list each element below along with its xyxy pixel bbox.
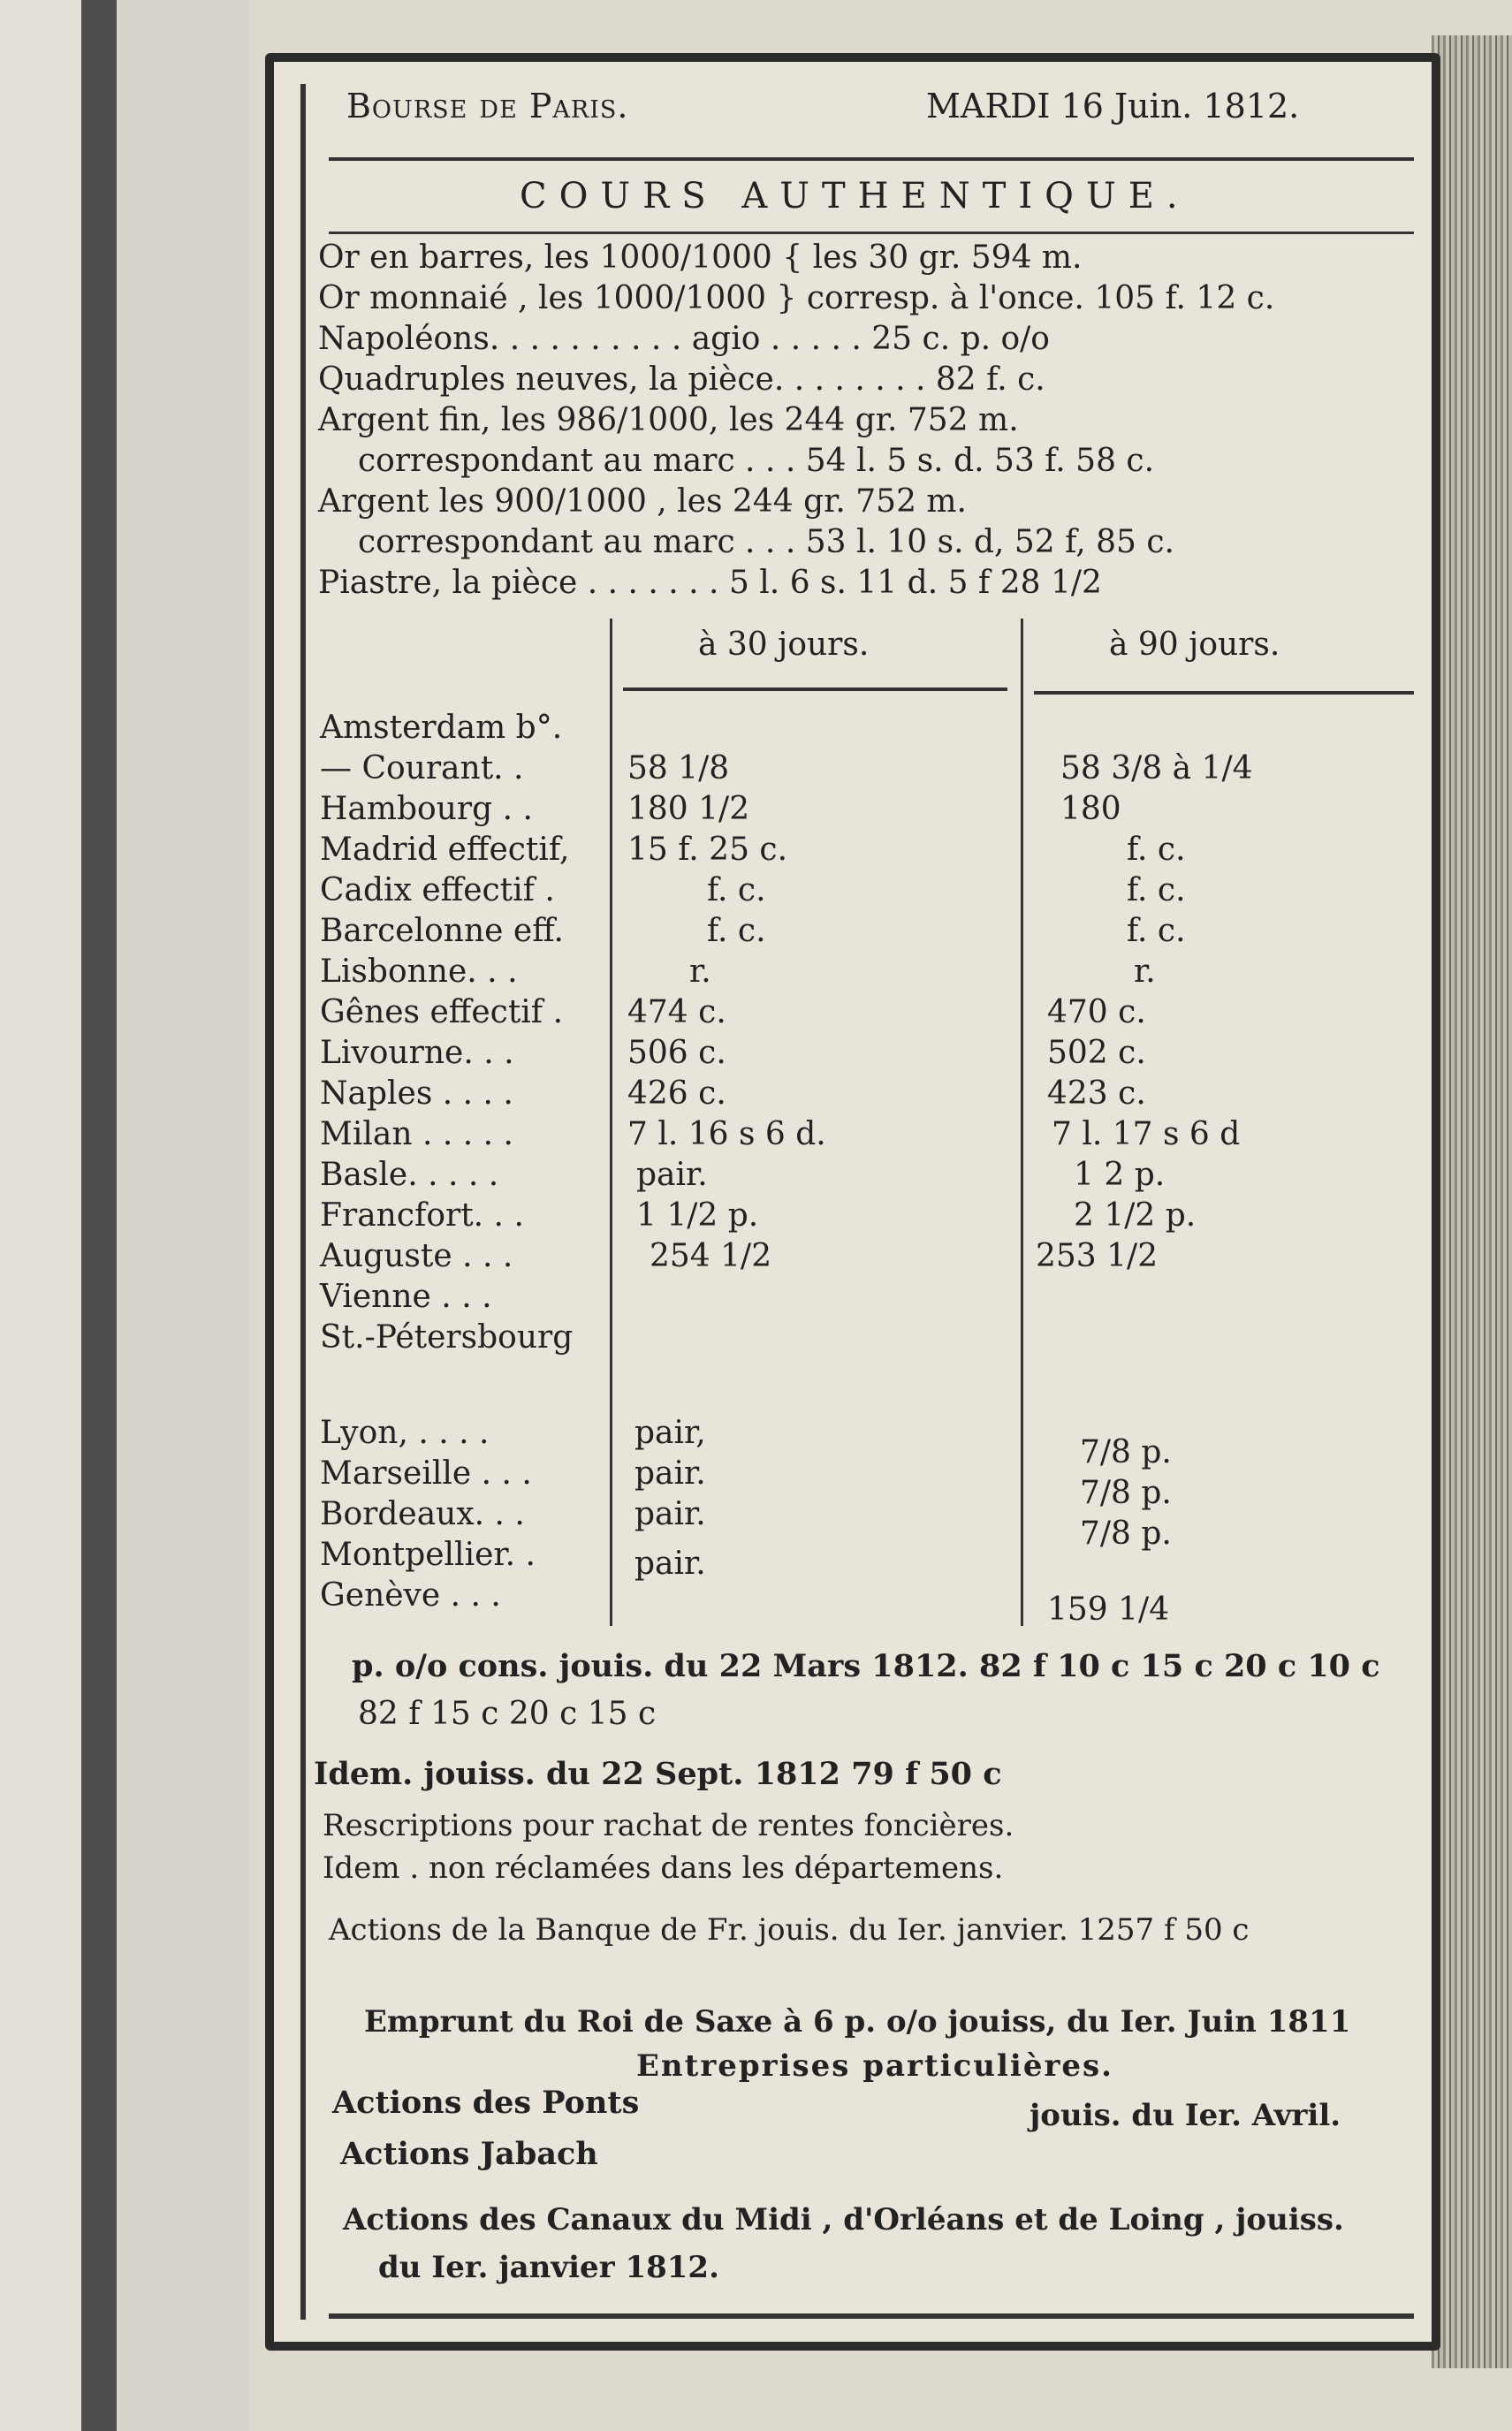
place: Hambourg . . (320, 791, 533, 827)
metals-line: correspondant au marc . . . 53 l. 10 s. d, 52 f, 85 c. (358, 524, 1174, 560)
metals-line: Quadruples neuves, la pièce. . . . . . . . 82 f. c. (318, 361, 1045, 398)
header-rule (329, 157, 1414, 161)
bottom-rule (329, 2313, 1414, 2319)
rate-90: 1 2 p. (1074, 1157, 1166, 1193)
canaux-line-2: du Ier. janvier 1812. (378, 2250, 719, 2285)
rate-90: f. c. (1127, 872, 1186, 908)
table-divider-right (1021, 619, 1023, 1626)
rate-90: 58 3/8 à 1/4 (1060, 750, 1253, 786)
page-edges (1432, 35, 1512, 2368)
section-heading: Entreprises particulières. (636, 2048, 1113, 2084)
place: Madrid effectif, (320, 832, 570, 868)
place: Milan . . . . . (320, 1116, 513, 1152)
canaux-line: Actions des Canaux du Midi , d'Orléans et de Loing , jouiss. (343, 2202, 1344, 2237)
funds-line: 82 f 15 c 20 c 15 c (358, 1696, 657, 1732)
funds-line: Actions de la Banque de Fr. jouis. du Ier. janvier. 1257 f 50 c (329, 1912, 1250, 1948)
rate-90: 7/8 p. (1080, 1475, 1172, 1511)
rate-90: 423 c. (1047, 1075, 1146, 1112)
place: Barcelonne eff. (320, 913, 564, 949)
rate-30: pair. (634, 1496, 706, 1532)
col-header-90: à 90 jours. (1109, 627, 1280, 663)
ponts-line: Actions des Ponts (332, 2085, 640, 2121)
rate-90: 7 l. 17 s 6 d (1052, 1116, 1241, 1152)
header-left: Bourse de Paris. (346, 87, 629, 125)
place: Gênes effectif . (320, 994, 564, 1030)
metals-line: Argent fin, les 986/1000, les 244 gr. 752 m. (318, 402, 1019, 438)
place: Lyon, . . . . (320, 1415, 490, 1451)
rate-90: 7/8 p. (1080, 1516, 1172, 1552)
col-header-30: à 30 jours. (698, 627, 870, 663)
place: Naples . . . . (320, 1075, 513, 1112)
rate-90: 7/8 p. (1080, 1434, 1172, 1470)
emprunt-line: Emprunt du Roi de Saxe à 6 p. o/o jouiss, du Ier. Juin 1811 (364, 2004, 1351, 2040)
col-rule-30 (623, 688, 1007, 691)
rate-30: 506 c. (627, 1035, 726, 1071)
metals-line: Napoléons. . . . . . . . . . agio . . . . . 25 c. p. o/o (318, 321, 1050, 357)
rate-30: 180 1/2 (627, 791, 750, 827)
rate-90: 502 c. (1047, 1035, 1146, 1071)
metals-line: Or monnaié , les 1000/1000 } corresp. à l'once. 105 f. 12 c. (318, 280, 1275, 316)
rate-30: pair. (634, 1546, 706, 1582)
rate-30: 58 1/8 (627, 750, 730, 786)
place: Cadix effectif . (320, 872, 555, 908)
book-spine-shadow (81, 0, 117, 2431)
rate-90: 180 (1060, 791, 1121, 827)
col-rule-90 (1034, 691, 1414, 695)
place: Lisbonne. . . (320, 953, 518, 990)
rate-90: 159 1/4 (1047, 1592, 1170, 1628)
place: Livourne. . . (320, 1035, 514, 1071)
rate-30: f. c. (707, 872, 766, 908)
rate-30: r. (689, 953, 711, 990)
place: — Courant. . (320, 750, 524, 786)
place: Francfort. . . (320, 1197, 524, 1234)
rate-30: 1 1/2 p. (636, 1197, 759, 1234)
rate-90: 253 1/2 (1036, 1238, 1159, 1274)
rate-30: 254 1/2 (650, 1238, 772, 1274)
place: Vienne . . . (320, 1279, 492, 1315)
rate-30: pair. (634, 1455, 706, 1492)
book-binding (0, 0, 81, 2431)
funds-line: Idem . non réclamées dans les départemens. (323, 1850, 1004, 1886)
table-divider-left (610, 619, 612, 1626)
ponts-date: jouis. du Ier. Avril. (1030, 2098, 1341, 2133)
rate-30: 426 c. (627, 1075, 726, 1112)
rate-30: 474 c. (627, 994, 726, 1030)
metals-line: Argent les 900/1000 , les 244 gr. 752 m. (318, 483, 967, 520)
rate-30: 7 l. 16 s 6 d. (627, 1116, 826, 1152)
rate-30: 15 f. 25 c. (627, 832, 788, 868)
rate-30: pair, (634, 1415, 706, 1451)
funds-line: p. o/o cons. jouis. du 22 Mars 1812. 82 f 10 c 15 c 20 c 10 c (352, 1648, 1380, 1684)
rate-90: 470 c. (1047, 994, 1146, 1030)
metals-line: Piastre, la pièce . . . . . . . 5 l. 6 s. 11 d. 5 f 28 1/2 (318, 565, 1102, 601)
place: Marseille . . . (320, 1455, 532, 1492)
rate-90: f. c. (1127, 832, 1186, 868)
place: Amsterdam b°. (320, 710, 563, 746)
rate-30: f. c. (707, 913, 766, 949)
place: Montpellier. . (320, 1537, 536, 1573)
page-title: COURS AUTHENTIQUE. (520, 176, 1190, 217)
place: Bordeaux. . . (320, 1496, 525, 1532)
header-right: MARDI 16 Juin. 1812. (926, 87, 1300, 125)
rate-90: 2 1/2 p. (1074, 1197, 1197, 1234)
title-rule (329, 232, 1414, 234)
rate-90: f. c. (1127, 913, 1186, 949)
metals-line: correspondant au marc . . . 54 l. 5 s. d. 53 f. 58 c. (358, 443, 1155, 479)
facing-page (117, 0, 249, 2431)
jabach-line: Actions Jabach (340, 2136, 598, 2172)
place: Auguste . . . (320, 1238, 513, 1274)
funds-line: Rescriptions pour rachat de rentes foncières. (323, 1808, 1014, 1843)
metals-line: Or en barres, les 1000/1000 { les 30 gr. 594 m. (318, 239, 1083, 276)
rate-30: pair. (636, 1157, 708, 1193)
rate-90: r. (1134, 953, 1156, 990)
place: Genève . . . (320, 1577, 501, 1614)
place: Basle. . . . . (320, 1157, 499, 1193)
funds-line: Idem. jouiss. du 22 Sept. 1812 79 f 50 c (314, 1756, 1002, 1792)
place: St.-Pétersbourg (320, 1319, 574, 1356)
